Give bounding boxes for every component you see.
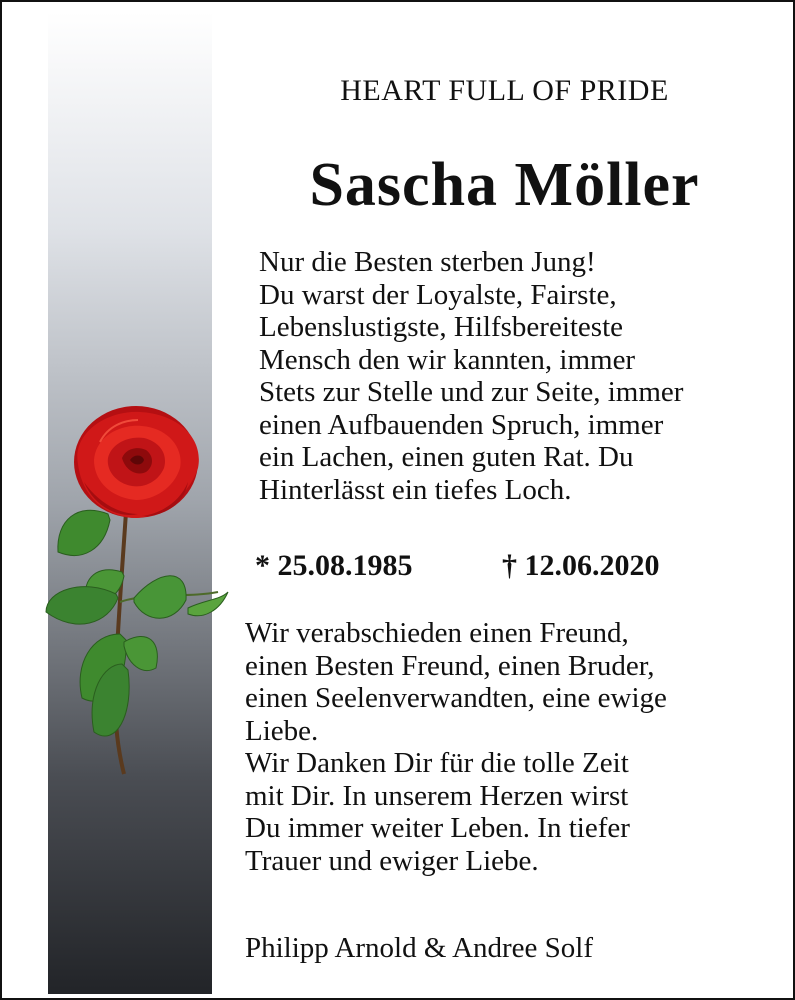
poem-line: Du warst der Loyalste, Fairste, [259,278,617,311]
birth-date: * 25.08.1985 [255,549,413,582]
farewell-line: Liebe. [245,714,319,747]
poem-line: Mensch den wir kannten, immer [259,343,636,376]
farewell-block [245,617,667,877]
farewell-line: Wir verabschieden einen Freund, [245,617,629,649]
poem-line: ein Lachen, einen guten Rat. Du [259,441,634,473]
death-date: † 12.06.2020 [502,549,660,582]
signature: Philipp Arnold & Andree Solf [245,932,593,964]
farewell-line: Wir Danken Dir für die tolle Zeit [245,747,629,779]
farewell-line: einen Seelenverwandten, eine ewige [245,682,667,714]
poem-line: Hinterlässt ein tiefes Loch. [259,473,572,506]
poem-line: Nur die Besten sterben Jung! [259,246,596,278]
poem-line: einen Aufbauenden Spruch, immer [259,408,664,441]
poem-block [259,246,683,506]
farewell-line: einen Besten Freund, einen Bruder, [245,649,655,682]
farewell-line: mit Dir. In unserem Herzen wirst [245,779,629,812]
poem-line: Lebenslustigste, Hilfsbereiteste [259,311,624,343]
red-rose-image [38,402,238,792]
deceased-name: Sascha Möller [309,151,700,219]
farewell-line: Trauer und ewiger Liebe. [245,844,539,877]
poem-line: Stets zur Stelle und zur Seite, immer [259,376,684,408]
notice-heading: HEART FULL OF PRIDE [340,74,669,107]
farewell-line: Du immer weiter Leben. In tiefer [245,812,630,844]
